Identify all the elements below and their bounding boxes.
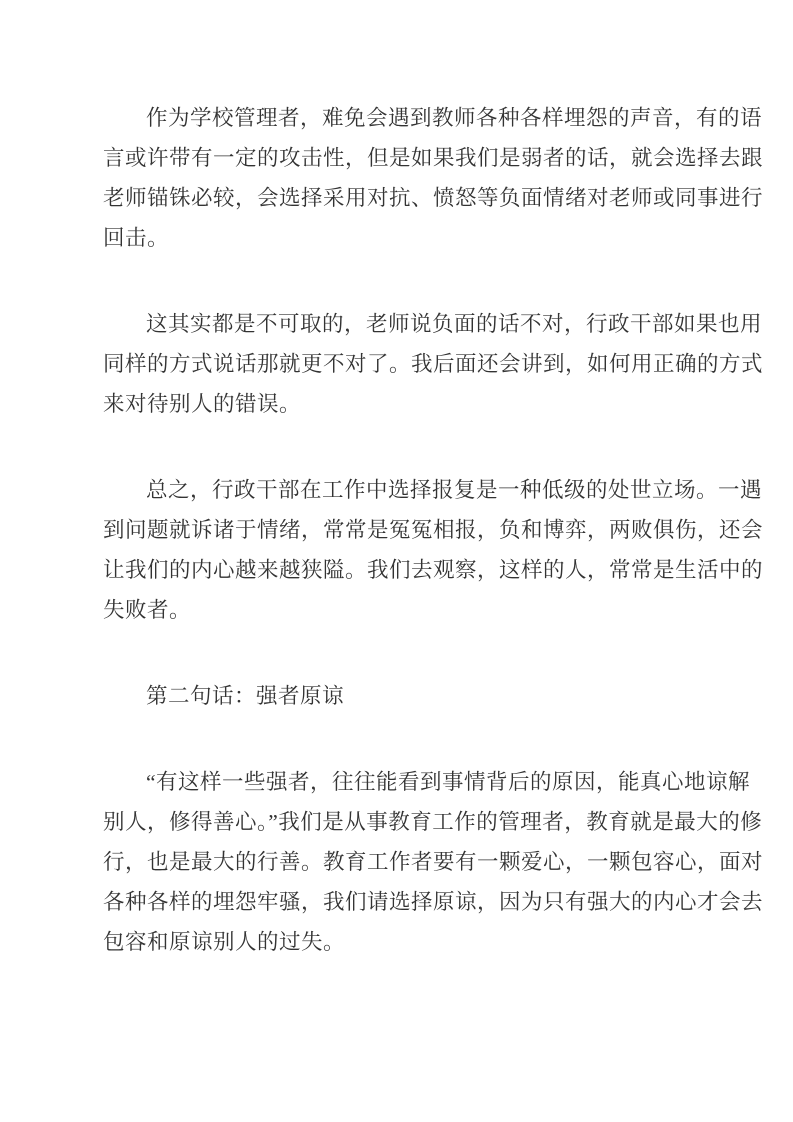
text-line: 同样的方式说话那就更不对了。我后面还会讲到，如何用正确的方式 <box>103 352 764 376</box>
text-line: 言或许带有一定的攻击性，但是如果我们是弱者的话，就会选择去跟 <box>103 146 764 170</box>
text-line: 回击。 <box>103 226 170 250</box>
text-line: 老师锚铢必较，会选择采用对抗、愤怒等负面情绪对老师或同事进行 <box>103 186 764 210</box>
text-line: 失败者。 <box>103 598 192 622</box>
text-line: 总之，行政干部在工作中选择报复是一种低级的处世立场。一遇 <box>146 478 763 502</box>
text-line: 到问题就诉诸于情绪，常常是冤冤相报，负和博弈，两败俱伤，还会 <box>103 518 764 542</box>
text-line: 各种各样的埋怨牢骚，我们请选择原谅，因为只有强大的内心才会去 <box>103 890 764 914</box>
paragraph-3 <box>103 470 764 630</box>
section-heading <box>103 676 691 716</box>
text-line: 作为学校管理者，难免会遇到教师各种各样埋怨的声音，有的语 <box>146 106 763 130</box>
text-line: 行，也是最大的行善。教育工作者要有一颗爱心，一颗包容心，面对 <box>103 850 764 874</box>
paragraph-4 <box>103 762 764 962</box>
text-line: 来对待别人的错误。 <box>103 392 302 416</box>
text-line: 第二句话：强者原谅 <box>146 684 345 708</box>
paragraph-2 <box>103 304 764 424</box>
text-line: “有这样一些强者，往往能看到事情背后的原因，能真心地谅解 <box>146 770 751 794</box>
paragraph-1 <box>103 98 764 258</box>
document-body <box>103 98 764 1008</box>
text-line: 这其实都是不可取的，老师说负面的话不对，行政干部如果也用 <box>146 312 763 336</box>
text-line: 让我们的内心越来越狭隘。我们去观察，这样的人，常常是生活中的 <box>103 558 764 582</box>
text-line: 别人，修得善心。”我们是从事教育工作的管理者，教育就是最大的修 <box>103 810 763 834</box>
text-line: 包容和原谅别人的过失。 <box>103 930 346 954</box>
